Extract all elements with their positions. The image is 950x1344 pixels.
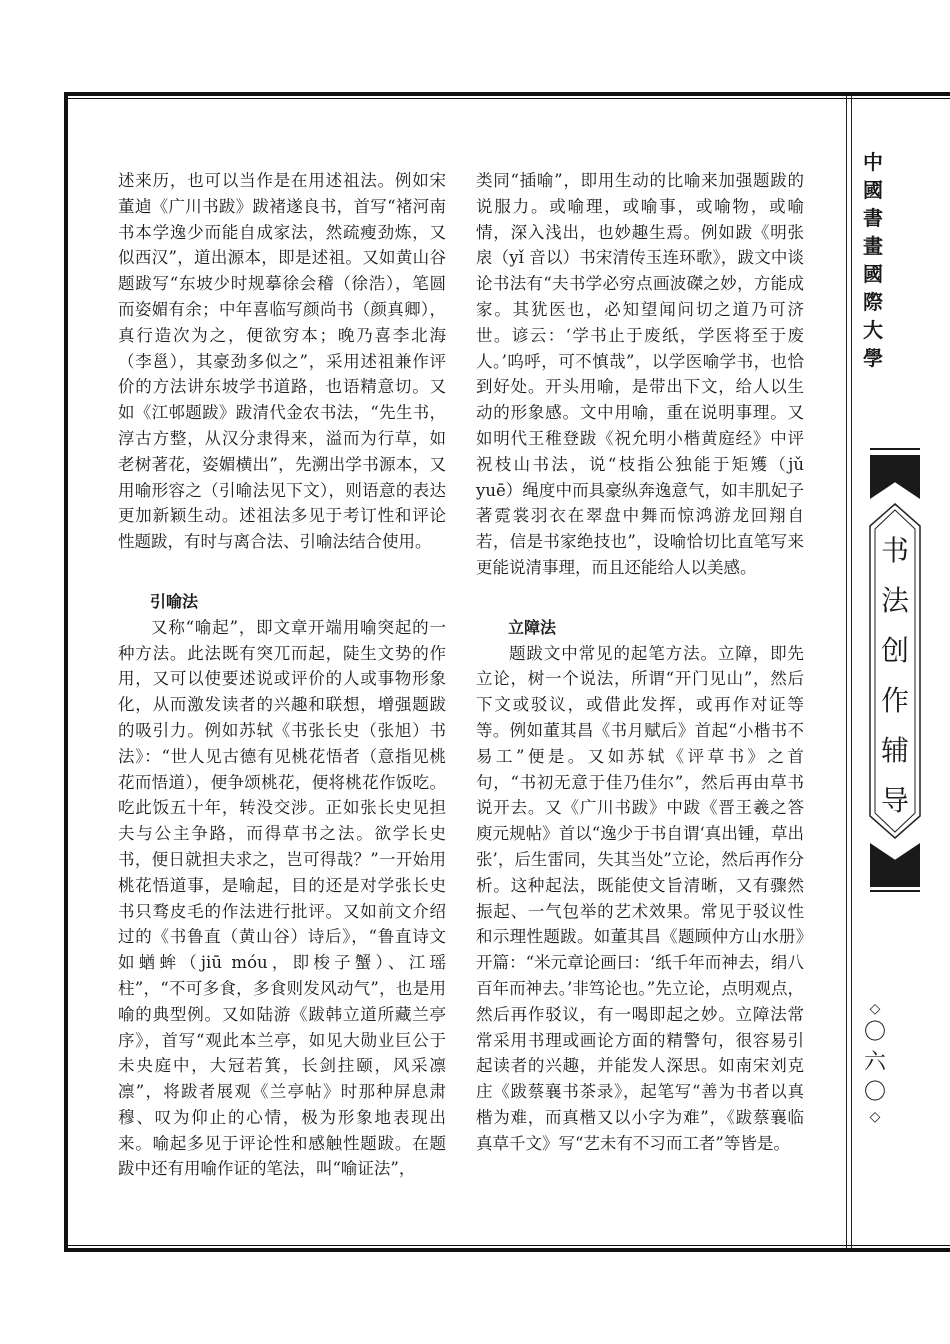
section-heading: 引喻法 bbox=[150, 591, 199, 611]
book-title-char: 书 bbox=[880, 534, 909, 567]
book-title-char: 作 bbox=[880, 684, 909, 717]
book-title-char: 导 bbox=[880, 784, 909, 817]
page-number-vertical bbox=[858, 1000, 892, 1126]
ornament-rule bbox=[870, 890, 920, 892]
school-char: 學 bbox=[863, 346, 883, 370]
school-char: 際 bbox=[863, 290, 883, 314]
school-char: 畫 bbox=[863, 234, 883, 258]
diamond-ornament-icon: ◇ bbox=[869, 1109, 881, 1125]
body-paragraph: 述来历，也可以当作是在用述祖法。例如宋董逌《广川书跋》跋褚遂良书，首写“褚河南书本学逸少而能自成家法，然疏瘦劲炼，又似西汉”，道出源本，即是述祖。又如黄山谷题跋写“东坡少时规摹徐会稽（徐浩），笔圆而姿媚有余；中年喜临写颜尚书（颜真卿），真行造次为之，便欲穷本；晚乃喜李北海（李邕），其豪劲多似之”，采用述祖兼作评价的方法讲东坡学书道路，也语精意切。又如《江邨题跋》跋清代金农书法，“先生书，淳古方整，从汉分隶得来，溢而为行草，如老树著花，姿媚横出”，先溯出学书源本，又用喻形容之（引喻法见下文），则语意的表达更加新颖生动。述祖法多见于考订性和评论性题跋，有时与离合法、引喻法结合使用。 bbox=[118, 171, 446, 552]
page-number-char: 六 bbox=[863, 1050, 886, 1075]
title-bar-top-ornament bbox=[870, 455, 920, 499]
section-heading: 立障法 bbox=[508, 617, 557, 637]
side-divider bbox=[846, 96, 847, 1248]
body-paragraph: 又称“喻起”，即文章开端用喻突起的一种方法。此法既有突兀而起，陡生文势的作用，又可以使要述说或评价的人或事物形象化，从而激发读者的兴趣和联想，增强题跋的吸引力。例如苏轼《书张长史（张旭）书法》：“世人见古德有见桃花悟者（意指见桃花而悟道），便争颂桃花，便将桃花作饭吃。吃此饭五十年，转没交涉。正如张长史见担夫与公主争路，而得草书之法。欲学长史书，便日就担夫求之，岂可得哉？”一开始用桃花悟道事，是喻起，目的还是对学张长史书只骛皮毛的作法进行批评。又如前文介绍过的《书鲁直（黄山谷）诗后》，“鲁直诗文如蝤蛑（jiū móu，即梭子蟹）、江瑶柱”，“不可多食，多食则发风动气”，也是用喻的典型例。又如陆游《跋韩立道所藏兰亭序》，首写“观此本兰亭，如见大勋业巨公于未央庭中，大冠若箕，长剑拄颐，风采凛凛”，将跋者展观《兰亭帖》时那种屏息肃穆、叹为仰止的心情，极为形象地表现出来。喻起多见于评论性和感触性题跋。在题跋中还有用喻作证的笔法，叫“喻证法”， bbox=[118, 617, 446, 1179]
body-paragraph: 题跋文中常见的起笔方法。立障，即先立论，树一个说法，所谓“开门见山”，然后下文或驳议，或借此发挥，或再作对证等等。例如董其昌《书月赋后》首起“小楷书不易工”便是。又如苏轼《评草书》之首句，“书初无意于佳乃佳尔”，然后再由草书说开去。又《广川书跋》中跋《晋王羲之答庾元规帖》首以“逸少于书自谓‘真出锺，草出张’，后生雷同，失其当处”立论，然后再作分析。这种起法，既能使文旨清晰，又有骤然振起、一气包举的艺术效果。常见于驳议性和示理性题跋。如董其昌《题顾仲方山水册》开篇：“米元章论画曰：‘纸千年而神去，绢八百年而神去。’非笃论也。”先立论，点明观点，然后再作驳议，有一喝即起之妙。立障法常常采用书理或画论方面的精警句，很容易引起读者的兴趣，并能发人深思。如南宋刘克庄《跋蔡襄书茶录》，起笔写“善为书者以真楷为难，而真楷又以小字为难”，《跋蔡襄临真草千文》写“艺未有不习而工者”等皆是。 bbox=[476, 643, 804, 1153]
ornament-rule bbox=[870, 448, 920, 450]
side-divider-thin bbox=[851, 96, 852, 1248]
school-char: 中 bbox=[863, 150, 883, 174]
frame-bottom-rule-thin bbox=[64, 1245, 950, 1246]
book-title-cartouche bbox=[866, 502, 924, 840]
school-char: 國 bbox=[863, 262, 883, 286]
book-title-char: 辅 bbox=[880, 734, 909, 767]
book-title-vertical bbox=[866, 526, 924, 826]
body-paragraph: 类同“插喻”，即用生动的比喻来加强题跋的说服力。或喻理，或喻事，或喻物，或喻情，深入浅出，也妙趣生焉。例如跋《明张扆（yǐ 音以）书宋清传玉连环歌》，跋文中谈论书法有“夫书学必穷点画波磔之妙，方能成家。其犹医也，必知望闻问切之道乃可济世。谚云：‘学书止于废纸，学医将至于废人。’呜呼，可不慎哉”，以学医喻学书，也恰到好处。开头用喻，是带出下文，给人以生动的形象感。文中用喻，重在说明事理。又如明代王稚登跋《祝允明小楷黄庭经》中评祝枝山书法，说“枝指公独能于矩矱（jǔ yuē）绳度中而具豪纵奔逸意气，如丰肌妃子著霓裳羽衣在翠盘中舞而惊鸿游龙回翔自若，信是书家绝技也”，设喻恰切比直笔写来更能说清事理，而且还能给人以美感。 bbox=[476, 171, 804, 577]
diamond-ornament-icon: ◇ bbox=[869, 1001, 881, 1017]
left-column bbox=[118, 168, 446, 1182]
frame-bottom-rule bbox=[64, 1248, 950, 1252]
school-char: 書 bbox=[863, 206, 883, 230]
school-char: 國 bbox=[863, 178, 883, 202]
school-name-vertical bbox=[855, 148, 891, 372]
frame-top-rule-thin bbox=[64, 98, 950, 99]
page-number-char: 〇 bbox=[863, 1080, 886, 1105]
book-title-char: 法 bbox=[880, 584, 909, 617]
page-number-char: 〇 bbox=[863, 1020, 886, 1045]
frame-top-rule bbox=[64, 92, 950, 96]
school-char: 大 bbox=[863, 318, 883, 342]
title-bar-bottom-ornament bbox=[870, 843, 920, 887]
book-title-char: 创 bbox=[880, 634, 909, 667]
right-column bbox=[476, 168, 804, 1156]
frame-left-rule bbox=[64, 92, 68, 1252]
